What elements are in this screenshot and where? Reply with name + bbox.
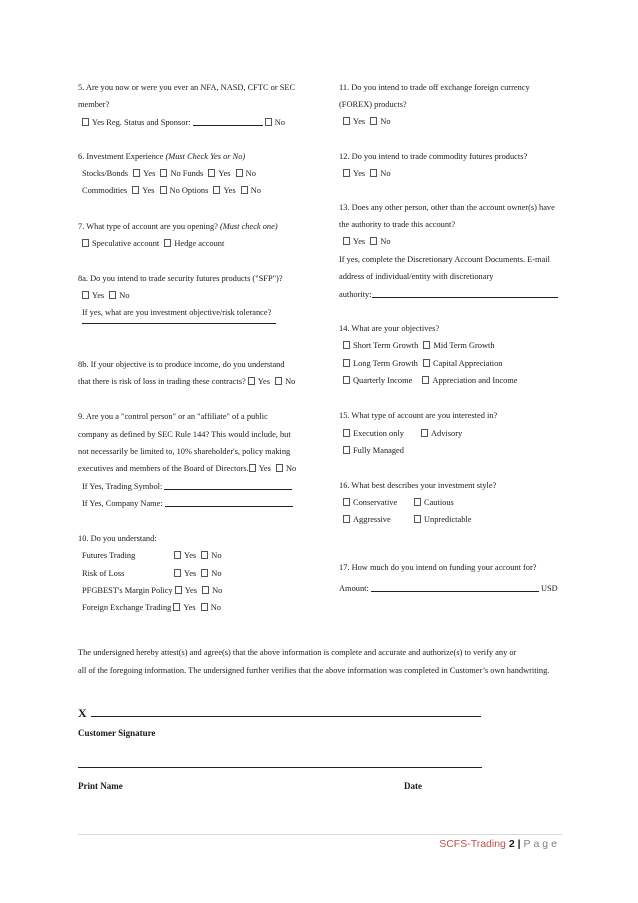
q11-options <box>343 116 391 127</box>
q14-mid-term-label: Mid Term Growth <box>433 341 495 350</box>
q5-line1: 5. Are you now or were you ever an NFA, NASD, CFTC or SEC <box>78 83 296 92</box>
q6-options-no-checkbox[interactable] <box>241 186 248 194</box>
q11-no-checkbox[interactable] <box>370 117 377 125</box>
q15-row-1 <box>343 428 462 439</box>
q10-no-label: No <box>212 586 223 595</box>
q17-amount-label: Amount: <box>339 584 369 593</box>
q13-authority-row <box>339 288 558 300</box>
q12-yes-label: Yes <box>353 169 366 178</box>
q9-company-row <box>82 497 293 509</box>
q10-yes-checkbox[interactable] <box>173 603 180 611</box>
q13-no-checkbox[interactable] <box>370 237 377 245</box>
footer-page-word: Page <box>523 838 560 850</box>
q10-no-checkbox[interactable] <box>201 569 208 577</box>
q16-unpredictable-label: Unpredictable <box>424 515 472 524</box>
q5-line2: member? <box>78 100 110 109</box>
q6-stocks-yes-checkbox[interactable] <box>133 169 140 177</box>
q10-no-checkbox[interactable] <box>202 586 209 594</box>
q11-no-label: No <box>380 117 391 126</box>
q15-row-2 <box>343 445 404 456</box>
q7-hedge-label: Hedge account <box>174 239 225 248</box>
q7-hedge-checkbox[interactable] <box>164 239 171 247</box>
q14-mid-term-checkbox[interactable] <box>423 341 430 349</box>
q16-title: 16. What best describes your investment style? <box>339 481 497 490</box>
q6-stocks-label: Stocks/Bonds <box>82 169 129 178</box>
q16-cautious-checkbox[interactable] <box>414 498 421 506</box>
q9-no-checkbox[interactable] <box>276 464 283 472</box>
q10-yes-label: Yes <box>183 603 196 612</box>
print-name-field[interactable] <box>78 767 482 768</box>
q6-funds-label: No Funds <box>170 169 204 178</box>
q6-commodities-yes-checkbox[interactable] <box>132 186 139 194</box>
q16-row-1 <box>343 497 454 508</box>
q5-yes-label: Yes Reg. Status and Sponsor: <box>92 118 191 127</box>
q6-funds-yes-checkbox[interactable] <box>208 169 215 177</box>
q14-row-1 <box>343 340 495 351</box>
q9-line2: company as defined by SEC Rule 144? This would include, but <box>78 430 291 439</box>
q13-line3: If yes, complete the Discretionary Account Documents. E-mail <box>339 255 550 264</box>
q7-speculative-checkbox[interactable] <box>82 239 89 247</box>
q12-yes-checkbox[interactable] <box>343 169 350 177</box>
q7-options <box>82 238 224 249</box>
q8b-no-checkbox[interactable] <box>275 377 282 385</box>
q15-advisory-checkbox[interactable] <box>421 429 428 437</box>
q9-company-label: If Yes, Company Name: <box>82 499 163 508</box>
q9-line4 <box>78 463 296 474</box>
q15-execution-label: Execution only <box>353 429 404 438</box>
q6-stocks-yes-label: Yes <box>143 169 156 178</box>
q15-managed-checkbox[interactable] <box>343 446 350 454</box>
q8b-line1: 8b. If your objective is to produce income, do you understand <box>78 360 285 369</box>
customer-signature-field[interactable] <box>91 716 481 717</box>
q6-title-text: 6. Investment Experience <box>78 152 166 161</box>
q12-no-checkbox[interactable] <box>370 169 377 177</box>
q14-short-term-checkbox[interactable] <box>343 341 350 349</box>
q12-no-label: No <box>380 169 391 178</box>
q17-title: 17. How much do you intend on funding your account for? <box>339 563 537 572</box>
q9-yes-checkbox[interactable] <box>249 464 256 472</box>
q11-yes-label: Yes <box>353 117 366 126</box>
q6-commodities-no-checkbox[interactable] <box>160 186 167 194</box>
q5-sponsor-field[interactable] <box>193 116 263 126</box>
q5-yes-checkbox[interactable] <box>82 118 89 126</box>
q8b-no-label: No <box>285 377 296 386</box>
q8a-line1: 8a. Do you intend to trade security futures products ("SFP")? <box>78 274 283 283</box>
q11-line2: (FOREX) products? <box>339 100 407 109</box>
q6-funds-yes-label: Yes <box>218 169 231 178</box>
q8a-yes-label: Yes <box>92 291 105 300</box>
q8a-objective-field[interactable] <box>82 323 276 324</box>
q5-no-checkbox[interactable] <box>265 118 272 126</box>
q14-quarterly-label: Quarterly Income <box>353 376 413 385</box>
q7-title-note: (Must check one) <box>219 222 278 231</box>
q13-options <box>343 236 391 247</box>
q10-row <box>82 550 222 561</box>
q10-item-label: Risk of Loss <box>82 569 125 578</box>
q14-long-term-checkbox[interactable] <box>343 359 350 367</box>
q9-no-label: No <box>285 464 297 473</box>
q16-cautious-label: Cautious <box>424 498 454 507</box>
q17-currency-label: USD <box>540 584 558 593</box>
q13-yes-checkbox[interactable] <box>343 237 350 245</box>
q9-yes-label: Yes <box>258 464 271 473</box>
signature-x-mark: X <box>78 706 87 720</box>
q10-item-label: PFGBEST's Margin Policy <box>82 586 173 595</box>
q7-title <box>78 221 278 232</box>
q16-conservative-label: Conservative <box>353 498 398 507</box>
q15-advisory-label: Advisory <box>431 429 463 438</box>
q10-item-label: Foreign Exchange Trading <box>82 603 172 612</box>
q6-title <box>78 151 245 162</box>
q10-title: 10. Do you understand: <box>78 534 157 543</box>
q15-execution-checkbox[interactable] <box>343 429 350 437</box>
q13-email-field[interactable] <box>372 288 558 298</box>
q17-amount-row <box>339 582 558 594</box>
q14-capital-checkbox[interactable] <box>423 359 430 367</box>
q11-yes-checkbox[interactable] <box>343 117 350 125</box>
q8a-line2: If yes, what are you investment objective/risk tolerance? <box>82 308 272 317</box>
q14-appreciation-income-label: Appreciation and Income <box>432 376 518 385</box>
q6-options-yes-label: Yes <box>223 186 236 195</box>
q6-options-no-label: No <box>250 186 261 195</box>
q14-long-term-label: Long Term Growth <box>353 359 418 368</box>
q6-funds-no-label: No <box>245 169 256 178</box>
q10-yes-checkbox[interactable] <box>175 586 182 594</box>
q10-no-label: No <box>210 603 221 612</box>
footer-separator: | <box>517 838 521 850</box>
q10-yes-checkbox[interactable] <box>174 551 181 559</box>
q5-no-label: No <box>274 118 285 127</box>
q10-yes-checkbox[interactable] <box>174 569 181 577</box>
q6-options-label: No Options <box>169 186 209 195</box>
q8a-yes-checkbox[interactable] <box>82 291 89 299</box>
q7-speculative-label: Speculative account <box>92 239 160 248</box>
q14-row-3 <box>343 375 518 386</box>
q5-options <box>82 116 285 128</box>
q12-line1: 12. Do you intend to trade commodity futures products? <box>339 152 528 161</box>
q8b-yes-label: Yes <box>257 377 270 386</box>
q10-item-label: Futures Trading <box>82 551 136 560</box>
q13-line2: the authority to trade this account? <box>339 220 456 229</box>
q13-yes-label: Yes <box>353 237 366 246</box>
q14-appreciation-income-checkbox[interactable] <box>422 376 429 384</box>
q6-commodities-yes-label: Yes <box>142 186 155 195</box>
q10-yes-label: Yes <box>184 551 197 560</box>
q11-line1: 11. Do you intend to trade off exchange foreign currency <box>339 83 530 92</box>
q6-row-1 <box>82 168 256 179</box>
q10-no-label: No <box>211 551 222 560</box>
page-footer <box>439 838 560 850</box>
footer-page-number: 2 <box>508 838 515 850</box>
q8a-no-checkbox[interactable] <box>109 291 116 299</box>
q13-no-label: No <box>380 237 391 246</box>
q9-symbol-field[interactable] <box>164 480 292 490</box>
q13-line4: address of individual/entity with discretionary <box>339 272 494 281</box>
q12-options <box>343 168 391 179</box>
q8b-line2 <box>78 376 295 387</box>
footer-divider <box>78 834 562 835</box>
attest-line2: all of the foregoing information. The undersigned further verifies that the above information was completed in Customer’s own handwriting. <box>78 666 550 675</box>
date-label: Date <box>404 781 422 791</box>
q10-row <box>82 568 222 579</box>
print-name-label: Print Name <box>78 781 123 791</box>
q10-no-label: No <box>211 569 222 578</box>
q8a-options <box>82 290 130 301</box>
q10-yes-label: Yes <box>184 586 197 595</box>
q9-symbol-row <box>82 480 292 492</box>
attest-line1: The undersigned hereby attest(s) and agree(s) that the above information is complete and accurate and authorize(s) to verify any or <box>78 648 517 657</box>
q6-options-yes-checkbox[interactable] <box>213 186 220 194</box>
q6-row-2 <box>82 185 261 196</box>
q17-amount-field[interactable] <box>371 582 539 592</box>
q16-row-2 <box>343 514 471 525</box>
q16-aggressive-label: Aggressive <box>353 515 391 524</box>
q10-yes-label: Yes <box>184 569 197 578</box>
q10-row <box>82 602 221 613</box>
q14-short-term-label: Short Term Growth <box>353 341 419 350</box>
q16-unpredictable-checkbox[interactable] <box>414 515 421 523</box>
q13-authority-label: authority: <box>339 290 372 299</box>
q16-conservative-checkbox[interactable] <box>343 498 350 506</box>
q14-row-2 <box>343 358 503 369</box>
q6-commodities-label: Commodities <box>82 186 128 195</box>
q6-funds-no-checkbox[interactable] <box>236 169 243 177</box>
q9-line3: not necessarily be limited to, 10% shareholder's, policy making <box>78 447 291 456</box>
q8a-no-label: No <box>119 291 130 300</box>
q14-title: 14. What are your objectives? <box>339 324 440 333</box>
q9-line1: 9. Are you a "control person" or an "affiliate" of a public <box>78 412 268 421</box>
q10-no-checkbox[interactable] <box>201 551 208 559</box>
q14-quarterly-checkbox[interactable] <box>343 376 350 384</box>
q13-line1: 13. Does any other person, other than the account owner(s) have <box>339 203 555 212</box>
q9-symbol-label: If Yes, Trading Symbol: <box>82 482 163 491</box>
q14-capital-label: Capital Appreciation <box>432 359 503 368</box>
q9-company-field[interactable] <box>165 497 293 507</box>
q16-aggressive-checkbox[interactable] <box>343 515 350 523</box>
q6-stocks-no-checkbox[interactable] <box>160 169 167 177</box>
footer-doc-name: SCFS-Trading <box>439 838 506 850</box>
customer-signature-label: Customer Signature <box>78 728 156 738</box>
q10-no-checkbox[interactable] <box>201 603 208 611</box>
q8b-yes-checkbox[interactable] <box>248 377 255 385</box>
q10-row <box>82 585 222 596</box>
q6-title-note: (Must Check Yes or No) <box>165 152 246 161</box>
q8b-line2-text: that there is risk of loss in trading these contracts? <box>78 377 246 386</box>
q9-line4-text: executives and members of the Board of Directors. <box>78 464 249 473</box>
q15-title: 15. What type of account are you interested in? <box>339 411 498 420</box>
q7-title-text: 7. What type of account are you opening? <box>78 222 220 231</box>
q15-managed-label: Fully Managed <box>353 446 404 455</box>
